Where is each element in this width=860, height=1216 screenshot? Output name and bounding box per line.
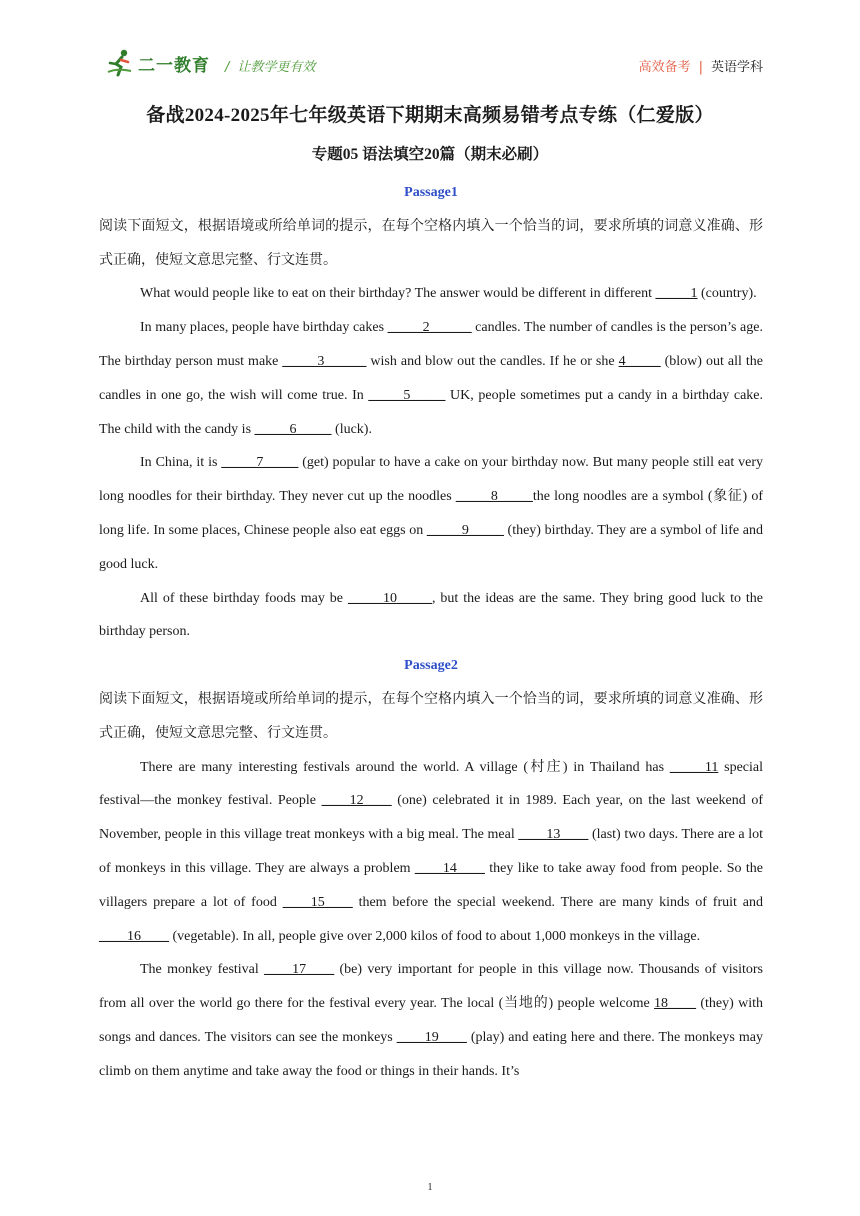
text-run: (last) two days. There are a lot of monkeys in this village. They are always a problem: [99, 827, 763, 876]
passage2-paragraph: [99, 751, 763, 954]
logo-text: 二一教育: [138, 55, 210, 76]
blank-13: ____13____: [518, 827, 589, 843]
text-run: (country).: [697, 286, 757, 302]
text-run: , but the ideas are the same. They bring good luck to the birthday person.: [99, 590, 763, 640]
header-separator: |: [698, 60, 703, 75]
blank-17: ____17____: [264, 962, 335, 978]
text-run: candles. The number of candles is the person’s age. The birthday person must make: [99, 320, 763, 369]
text-run: (get) popular to have a cake on your birthday now. But many people still eat very long noodles for their birthday. They never cut up the noodles: [99, 455, 763, 505]
passage2-heading: Passage2: [404, 658, 458, 674]
blank-2: _____2______: [387, 320, 472, 336]
blank-3: _____3______: [282, 353, 367, 369]
text-run: (they) birthday. They are a symbol of life and good luck.: [99, 522, 763, 572]
passage1-paragraph: [99, 446, 763, 581]
blank-11: _____11: [669, 759, 719, 775]
passage2-instructions: 阅读下面短文，根据语境或所给单词的提示，在每个空格内填入一个恰当的词，要求所填的词意义准确、形式正确，使短文意思完整、行文连贯。: [99, 691, 763, 741]
runner-logo-icon: [105, 48, 135, 78]
passage1-instructions: 阅读下面短文，根据语境或所给单词的提示，在每个空格内填入一个恰当的词，要求所填的词意义准确、形式正确，使短文意思完整、行文连贯。: [99, 218, 763, 268]
text-run: (be) very important for people in this village now. Thousands of visitors from all over the world go there for the festival every year. The local (当地的) people welcome: [99, 962, 763, 1012]
blank-14: ____14____: [414, 860, 485, 876]
document-title: 备战2024-2025年七年级英语下期期末高频易错考点专练（仁爱版）: [146, 105, 714, 126]
blank-16: ____16____: [99, 928, 169, 944]
document-subtitle: 专题05 语法填空20篇（期末必刷）: [311, 146, 549, 163]
blank-18: 18____: [654, 996, 697, 1012]
blank-9: _____9_____: [426, 522, 504, 538]
text-run: special festival—the monkey festival. People: [99, 759, 763, 809]
text-run: they like to take away food from people. So the villagers prepare a lot of food: [99, 860, 763, 910]
text-run: (play) and eating here and there. The monkeys may climb on them anytime and take away the food or things in their hands. It’s: [99, 1029, 763, 1079]
header-subject: 英语学科: [710, 60, 763, 75]
text-run: What would people like to eat on their birthday? The answer would be different in different: [140, 286, 656, 302]
text-run: wish and blow out the candles. If he or she: [366, 353, 619, 369]
blank-6: _____6_____: [254, 421, 332, 437]
text-run: (luck).: [331, 421, 372, 437]
passage1-paragraph: [99, 277, 763, 311]
blank-5: _____5_____: [368, 387, 446, 403]
header-right: [639, 56, 763, 75]
text-run: (vegetable). In all, people give over 2,000 kilos of food to about 1,000 monkeys in the village.: [169, 928, 701, 944]
header-tag: 高效备考: [638, 60, 691, 75]
blank-19: ____19____: [396, 1029, 467, 1045]
blank-1: _____1: [655, 286, 698, 302]
slogan-text: 让教学更有效: [237, 60, 316, 75]
blank-7: _____7_____: [221, 455, 299, 471]
passage1-paragraph: [99, 311, 763, 446]
blank-10: _____10_____: [347, 590, 432, 606]
text-run: All of these birthday foods may be: [140, 590, 348, 606]
logo: [105, 48, 210, 78]
passage1-paragraph: [99, 582, 763, 650]
text-run: them before the special weekend. There are many kinds of fruit and: [352, 894, 763, 910]
text-run: (blow) out all the candles in one go, the wish will come true. In: [99, 353, 763, 403]
page-header: [105, 44, 763, 84]
text-run: There are many interesting festivals around the world. A village (村庄) in Thailand has: [140, 759, 670, 775]
passage1-heading: Passage1: [404, 185, 458, 200]
text-run: In many places, people have birthday cakes: [140, 320, 388, 336]
text-run: (they) with songs and dances. The visitors can see the monkeys: [99, 996, 763, 1045]
document-body: [99, 176, 763, 1089]
blank-8: _____8_____: [455, 489, 533, 505]
text-run: the long noodles are a symbol (象征) of long life. In some places, Chinese people also eat eggs on: [99, 489, 764, 538]
text-run: UK, people sometimes put a candy in a birthday cake. The child with the candy is: [99, 387, 763, 437]
slogan-separator: /: [225, 60, 230, 75]
passage2-paragraph: [99, 953, 763, 1088]
blank-4: 4_____: [618, 353, 661, 369]
text-run: (one) celebrated it in 1989. Each year, on the last weekend of November, people in this village treat monkeys with a big meal. The meal: [99, 793, 763, 843]
blank-12: ____12____: [321, 793, 392, 809]
page-number: 1: [427, 1181, 433, 1193]
slogan: [225, 56, 315, 75]
text-run: In China, it is: [140, 455, 222, 471]
text-run: The monkey festival: [140, 962, 265, 978]
blank-15: ____15____: [282, 894, 353, 910]
